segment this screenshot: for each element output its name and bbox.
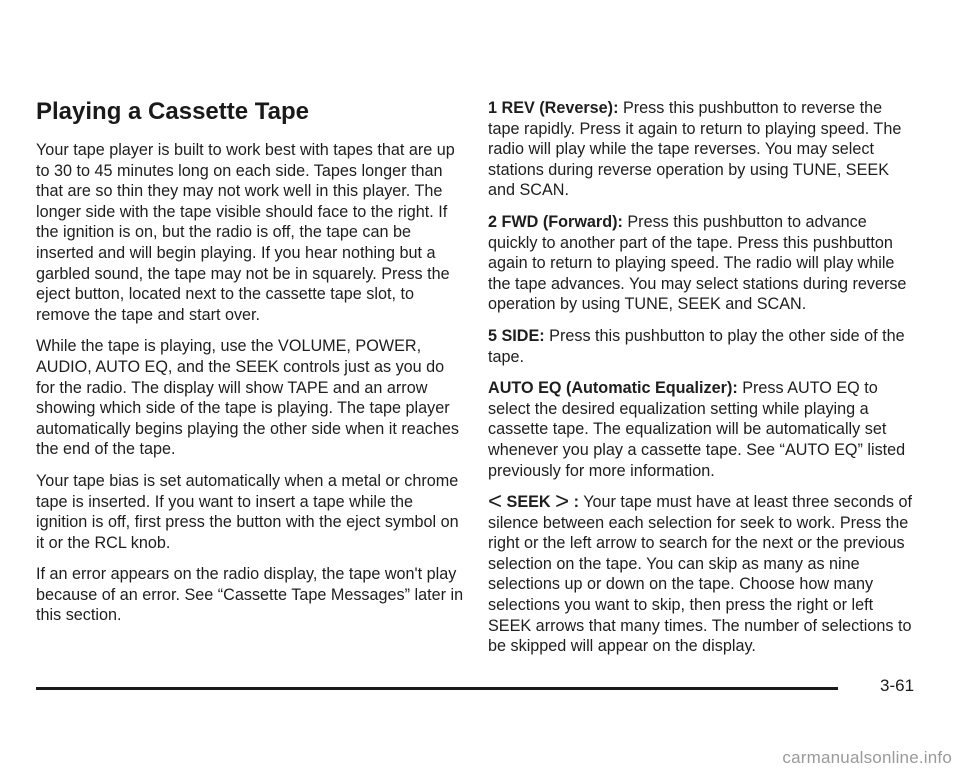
item-fwd-text: Press this pushbutton to advance quickly to another part of the tape. Press this pushbutton again to return to playing speed. The radio will play while the tape advances. You may select stations during reverse operation by using TUNE, SEEK and SCAN. (488, 212, 907, 314)
footer-rule (36, 687, 838, 690)
seek-left-arrow-icon: < (488, 488, 503, 516)
paragraph-tape-length: Your tape player is built to work best with tapes that are up to 30 to 45 minutes long on each side. Tapes longer than that are so thin they may not work well in this player. The longer side with the tape visible should face to the right. If the ignition is on, but the radio is off, the tape can be inserted and will begin playing. If you hear nothing but a garbled sound, the tape may not be in squarely. Press the eject button, located next to the cassette tape slot, to remove the tape and start over. (36, 141, 455, 324)
seek-right-arrow-icon: > (555, 488, 570, 516)
left-column (36, 98, 466, 637)
item-rev (488, 98, 918, 201)
watermark: carmanualsonline.info (782, 748, 952, 767)
item-auto-eq-lead: AUTO EQ (Automatic Equalizer): (488, 379, 738, 398)
item-seek-text: Your tape must have at least three seconds of silence between each selection for seek to work. Press the right or the left arrow to search for the next or the previous selection on the tape. You can skip as many as nine selections up or down on the tape. Choose how many selections you want to skip, then press the right or left SEEK arrows that many times. The number of selections to be skipped will appear on the display. (488, 493, 912, 656)
page-number: 3-61 (880, 676, 915, 695)
paragraph-controls: While the tape is playing, use the VOLUME, POWER, AUDIO, AUTO EQ, and the SEEK controls just as you do for the radio. The display will show TAPE and an arrow showing which side of the tape is playing. The tape player automatically begins playing the other side when it reaches the end of the tape. (36, 337, 459, 459)
item-side-text: Press this pushbutton to play the other side of the tape. (488, 326, 905, 366)
paragraph-error: If an error appears on the radio display, the tape won't play because of an error. See “Cassette Tape Messages” later in this section. (36, 565, 464, 625)
seek-label: SEEK (506, 493, 551, 512)
section-heading: Playing a Cassette Tape (36, 98, 309, 125)
item-rev-lead: 1 REV (Reverse): (488, 99, 619, 117)
item-auto-eq-text: Press AUTO EQ to select the desired equalization setting while playing a cassette tape. The equalization will be automatically set whenever you play a cassette tape. See “AUTO EQ” listed previously for more information. (488, 379, 906, 480)
right-column (488, 98, 918, 668)
seek-colon: : (573, 493, 580, 512)
item-fwd (488, 212, 918, 315)
item-fwd-lead: 2 FWD (Forward): (488, 212, 623, 231)
item-rev-text: Press this pushbutton to reverse the tape rapidly. Press it again to return to playing speed. The radio will play while the tape reverses. You may select stations during reverse operation by using TUNE, SEEK and SCAN. (488, 99, 902, 200)
item-auto-eq (488, 378, 918, 481)
item-seek (488, 488, 918, 657)
item-side-lead: 5 SIDE: (488, 326, 545, 345)
paragraph-tape-bias: Your tape bias is set automatically when a metal or chrome tape is inserted. If you want to insert a tape while the ignition is off, first press the button with the eject symbol on it or the RCL knob. (36, 471, 459, 552)
item-side (488, 326, 918, 367)
